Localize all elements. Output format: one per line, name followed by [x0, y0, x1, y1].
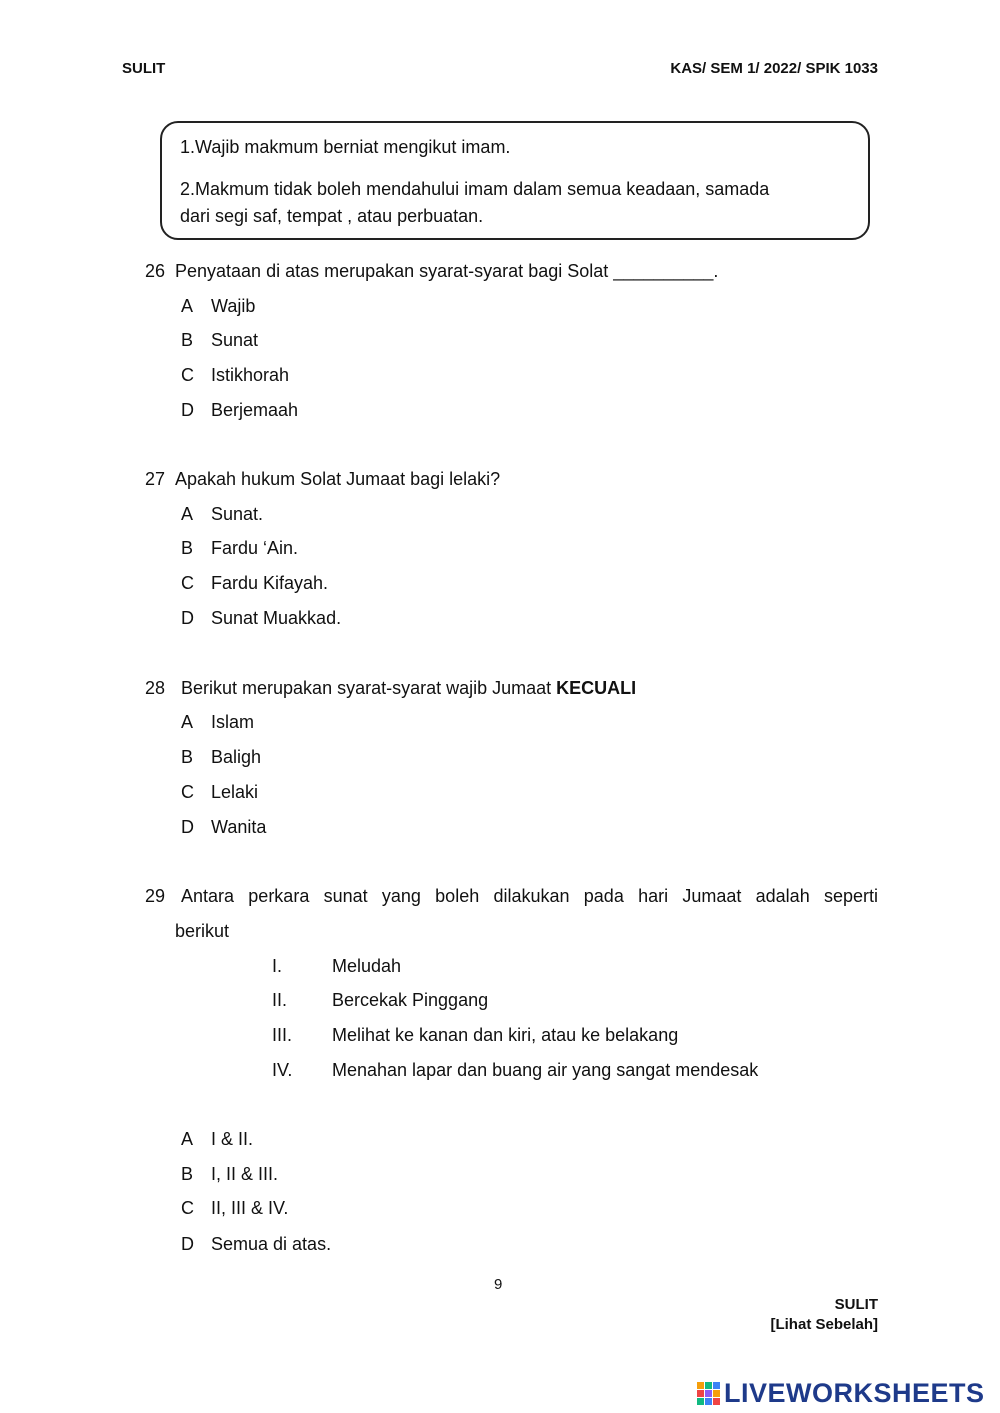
footer-sulit: SULIT — [834, 1296, 878, 1313]
logo-grid-icon — [697, 1382, 720, 1405]
question-text-cont: berikut — [175, 921, 230, 941]
question-text: Antara perkara sunat yang boleh dilakukan pada hari Jumaat adalah seperti — [181, 886, 878, 906]
question-emphasis: KECUALI — [556, 678, 637, 698]
statement-1: 1.Wajib makmum berniat mengikut imam. — [180, 137, 511, 157]
question-number: 29 — [145, 886, 166, 906]
question-text: Penyataan di atas merupakan syarat-syarat bagi Solat __________. — [175, 261, 719, 281]
question-number: 26 — [145, 261, 166, 281]
statement-2a: 2.Makmum tidak boleh mendahului imam dalam semua keadaan, samada — [180, 179, 770, 199]
liveworksheets-logo[interactable] — [697, 1378, 985, 1409]
question-text: Apakah hukum Solat Jumaat bagi lelaki? — [175, 469, 501, 489]
statement-box — [160, 121, 870, 240]
page-number: 9 — [494, 1276, 503, 1293]
statement-2b: dari segi saf, tempat , atau perbuatan. — [180, 206, 484, 226]
question-number: 27 — [145, 469, 166, 489]
question-number: 28 — [145, 678, 166, 698]
header-left: SULIT — [122, 60, 166, 77]
footer-lihat-sebelah: [Lihat Sebelah] — [770, 1316, 878, 1333]
logo-text: LIVEWORKSHEETS — [724, 1378, 985, 1408]
header-right: KAS/ SEM 1/ 2022/ SPIK 1033 — [670, 60, 878, 77]
question-text: Berikut merupakan syarat-syarat wajib Jumaat KECUALI — [181, 678, 637, 698]
